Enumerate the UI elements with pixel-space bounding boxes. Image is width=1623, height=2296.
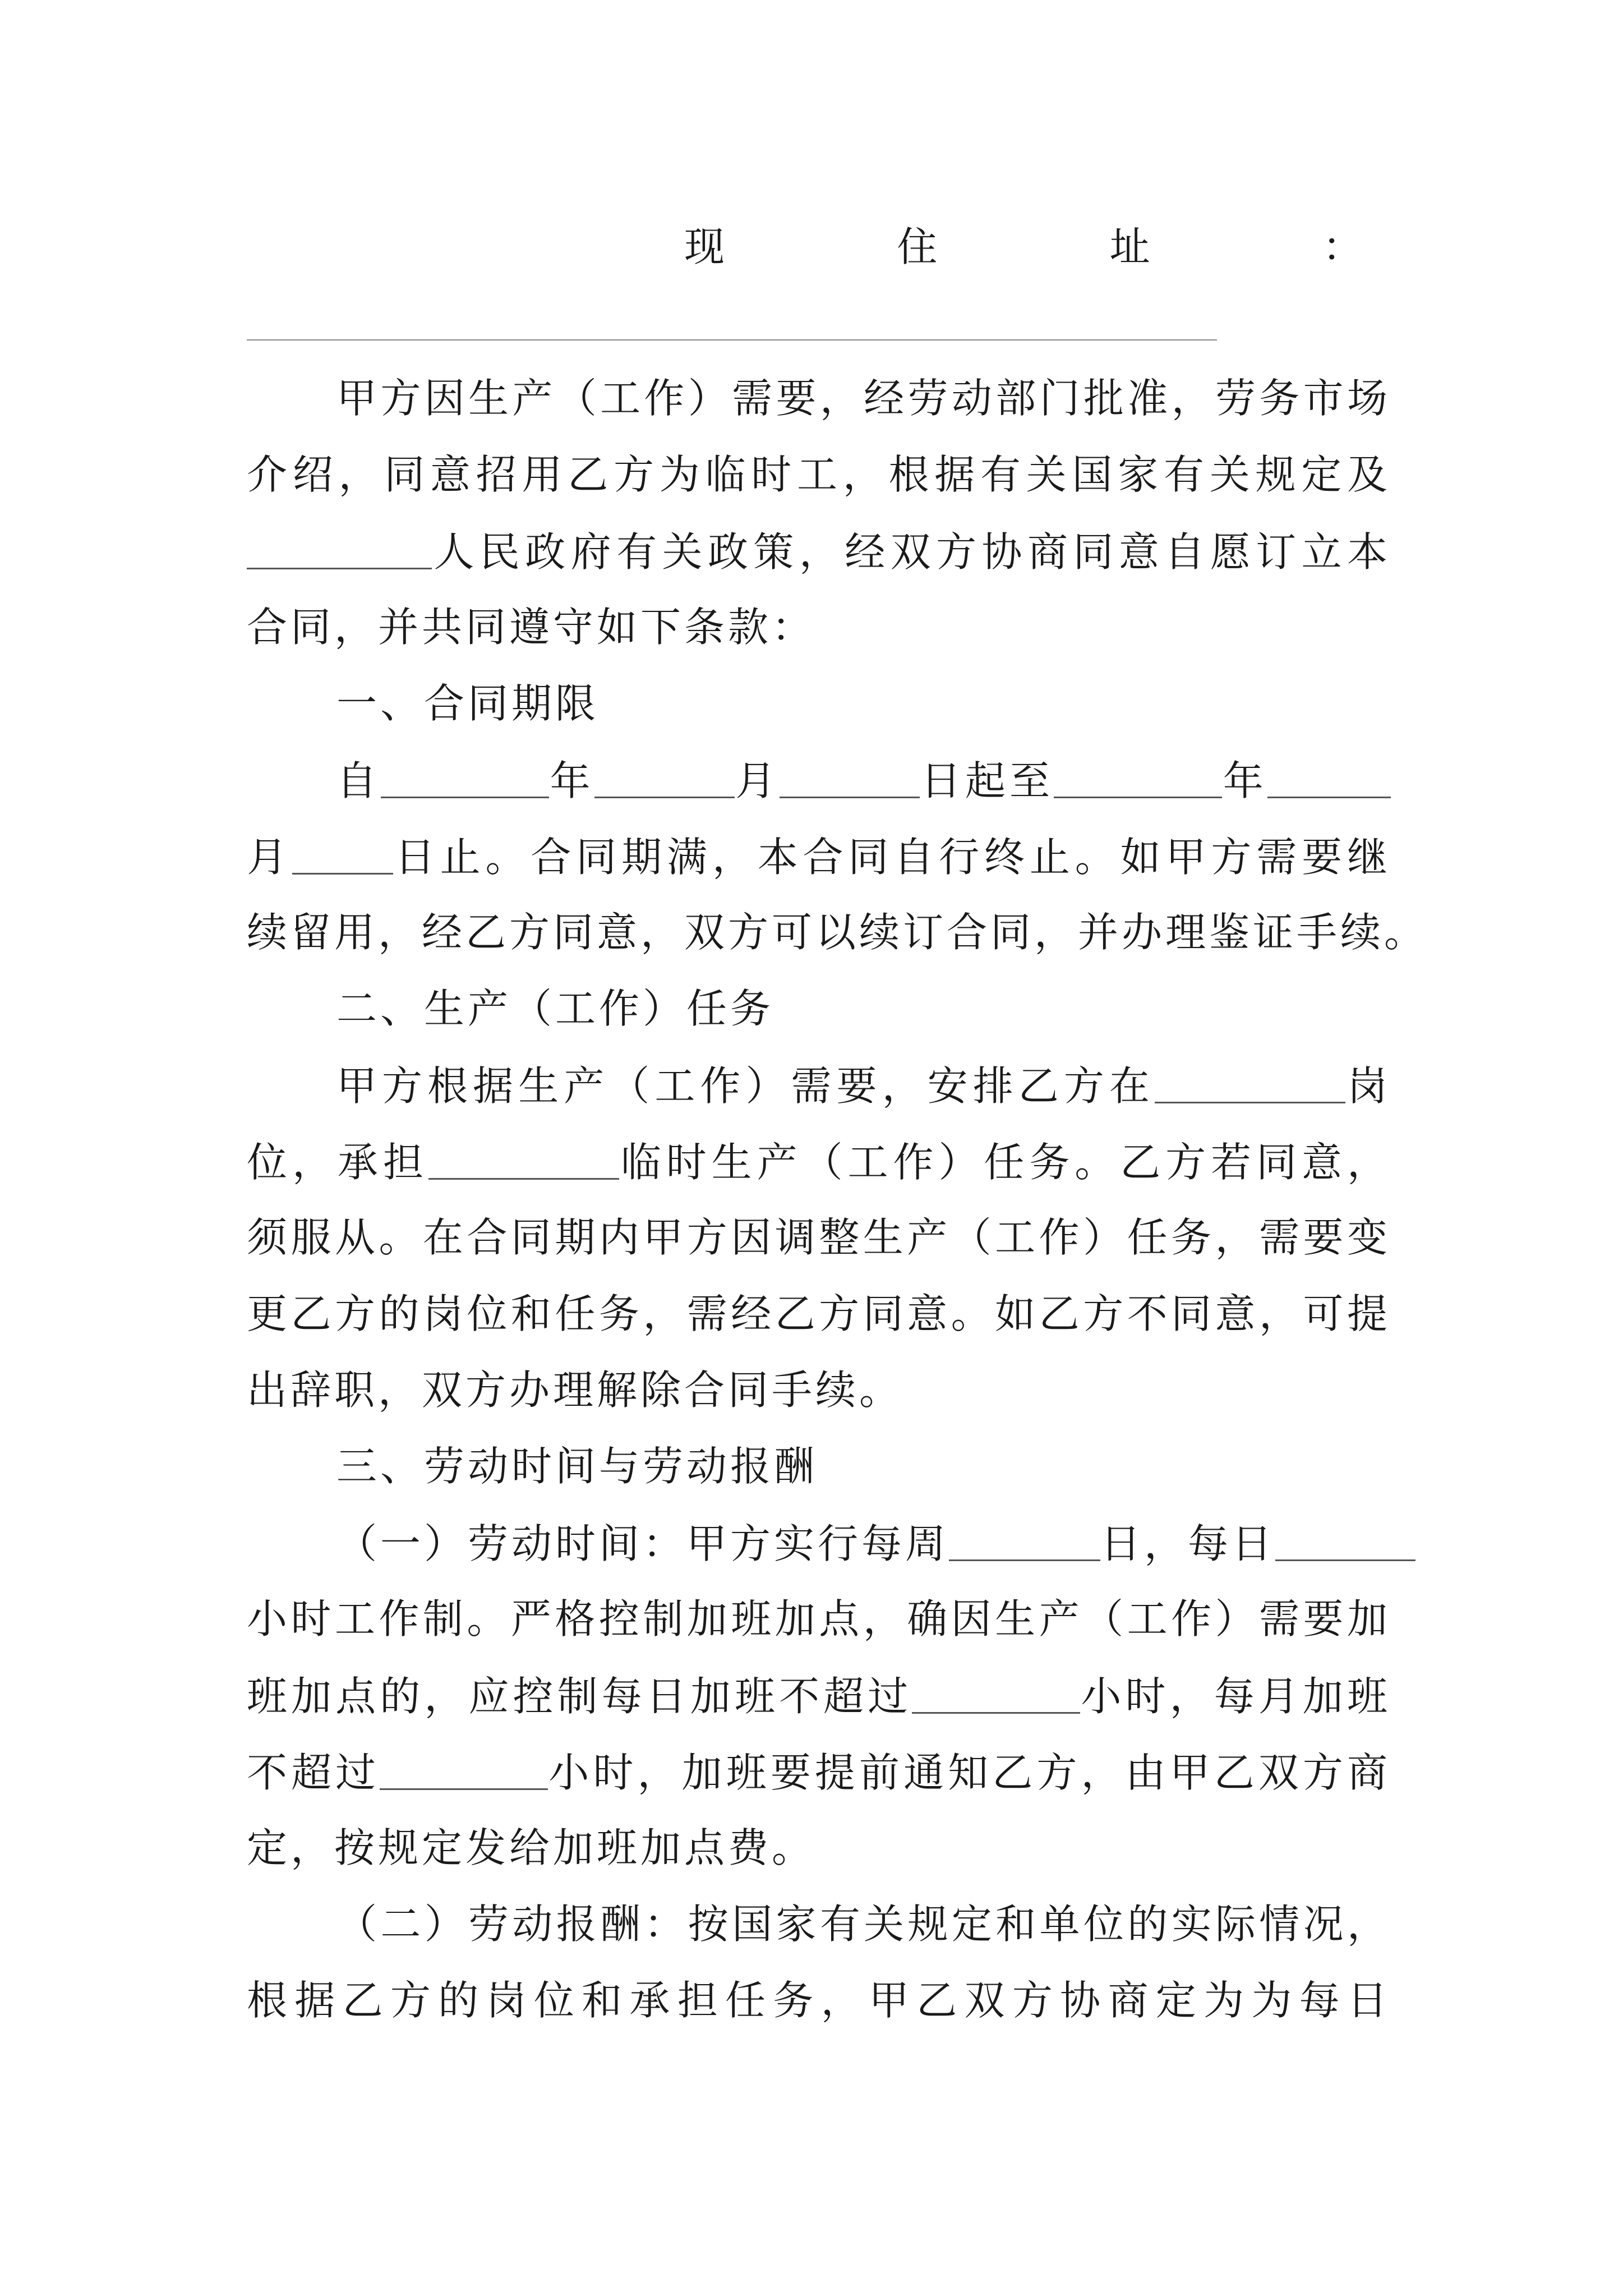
section-heading: 二、生产（工作）任务 bbox=[336, 985, 774, 1032]
blank-field bbox=[912, 1671, 1080, 1714]
text-run: 年 bbox=[549, 757, 594, 804]
address-underline bbox=[247, 339, 1217, 341]
blank-field bbox=[780, 755, 920, 798]
blank-field bbox=[1054, 755, 1222, 798]
section-line: 须服从。在合同期内甲方因调整生产（工作）任务，需要变 bbox=[247, 1214, 1391, 1261]
text-run: 自 bbox=[336, 757, 381, 804]
blank-field bbox=[1275, 1518, 1415, 1561]
address-char: 现 bbox=[684, 223, 725, 270]
text-run: 月 bbox=[734, 757, 780, 804]
blank-field bbox=[247, 526, 432, 569]
section-line bbox=[247, 752, 1391, 808]
section-line bbox=[247, 828, 1391, 884]
section-heading: 三、劳动时间与劳动报酬 bbox=[336, 1443, 818, 1490]
text-run: 班加点的，应控制每日加班不超过 bbox=[247, 1673, 912, 1720]
address-char: 住 bbox=[897, 223, 938, 270]
text-run: 岗 bbox=[1345, 1062, 1391, 1110]
blank-field bbox=[380, 1747, 548, 1790]
preamble-text: 人民政府有关政策，经双方协商同意自愿订立本 bbox=[432, 528, 1391, 576]
section-line bbox=[247, 1743, 1391, 1800]
address-label bbox=[684, 219, 1363, 275]
section-line: 小时工作制。严格控制加班加点，确因生产（工作）需要加 bbox=[247, 1595, 1391, 1642]
preamble-line: 甲方因生产（工作）需要，经劳动部门批准，劳务市场 bbox=[336, 375, 1391, 422]
section-line bbox=[247, 1133, 1391, 1189]
preamble-line: 合同，并共同遵守如下条款： bbox=[247, 604, 816, 651]
section-line: （二）劳动报酬：按国家有关规定和单位的实际情况， bbox=[336, 1901, 1391, 1948]
blank-field bbox=[428, 1137, 619, 1180]
section-line: 续留用，经乙方同意，双方可以续订合同，并办理鉴证手续。 bbox=[247, 909, 1428, 956]
text-run: 不超过 bbox=[247, 1749, 380, 1796]
text-run: 小时，每月加班 bbox=[1080, 1673, 1391, 1720]
text-run: 年 bbox=[1222, 757, 1267, 804]
blank-field bbox=[594, 755, 735, 798]
section-heading: 一、合同期限 bbox=[336, 680, 600, 727]
blank-field bbox=[949, 1518, 1100, 1561]
text-run: 日止。合同期满，本合同自行终止。如甲方需要继 bbox=[393, 834, 1391, 881]
blank-field bbox=[292, 831, 393, 875]
text-run: 日起至 bbox=[920, 757, 1054, 804]
section-line bbox=[247, 1057, 1391, 1113]
preamble-line: 介绍，同意招用乙方为临时工，根据有关国家有关规定及 bbox=[247, 451, 1391, 498]
address-char: 址 bbox=[1109, 223, 1150, 270]
section-line: 根据乙方的岗位和承担任务，甲乙双方协商定为为每日 bbox=[247, 1977, 1391, 2024]
text-run: （一）劳动时间：甲方实行每周 bbox=[336, 1520, 949, 1567]
blank-field bbox=[1155, 1060, 1345, 1103]
blank-field bbox=[1267, 755, 1391, 798]
blank-field bbox=[381, 755, 549, 798]
section-line: 出辞职，双方办理解除合同手续。 bbox=[247, 1366, 903, 1414]
section-line: 定，按规定发给加班加点费。 bbox=[247, 1824, 816, 1871]
section-line: 更乙方的岗位和任务，需经乙方同意。如乙方不同意，可提 bbox=[247, 1290, 1391, 1337]
text-run: 临时生产（工作）任务。乙方若同意， bbox=[619, 1139, 1391, 1186]
text-run: 月 bbox=[247, 834, 292, 881]
address-char: ： bbox=[1322, 223, 1363, 270]
preamble-line bbox=[247, 523, 1391, 579]
section-line bbox=[247, 1515, 1391, 1571]
text-run: 甲方根据生产（工作）需要，安排乙方在 bbox=[336, 1062, 1155, 1110]
section-line bbox=[247, 1667, 1391, 1723]
text-run: 日，每日 bbox=[1100, 1520, 1276, 1567]
text-run: 位，承担 bbox=[247, 1139, 428, 1186]
text-run: 小时，加班要提前通知乙方，由甲乙双方商 bbox=[548, 1749, 1391, 1796]
